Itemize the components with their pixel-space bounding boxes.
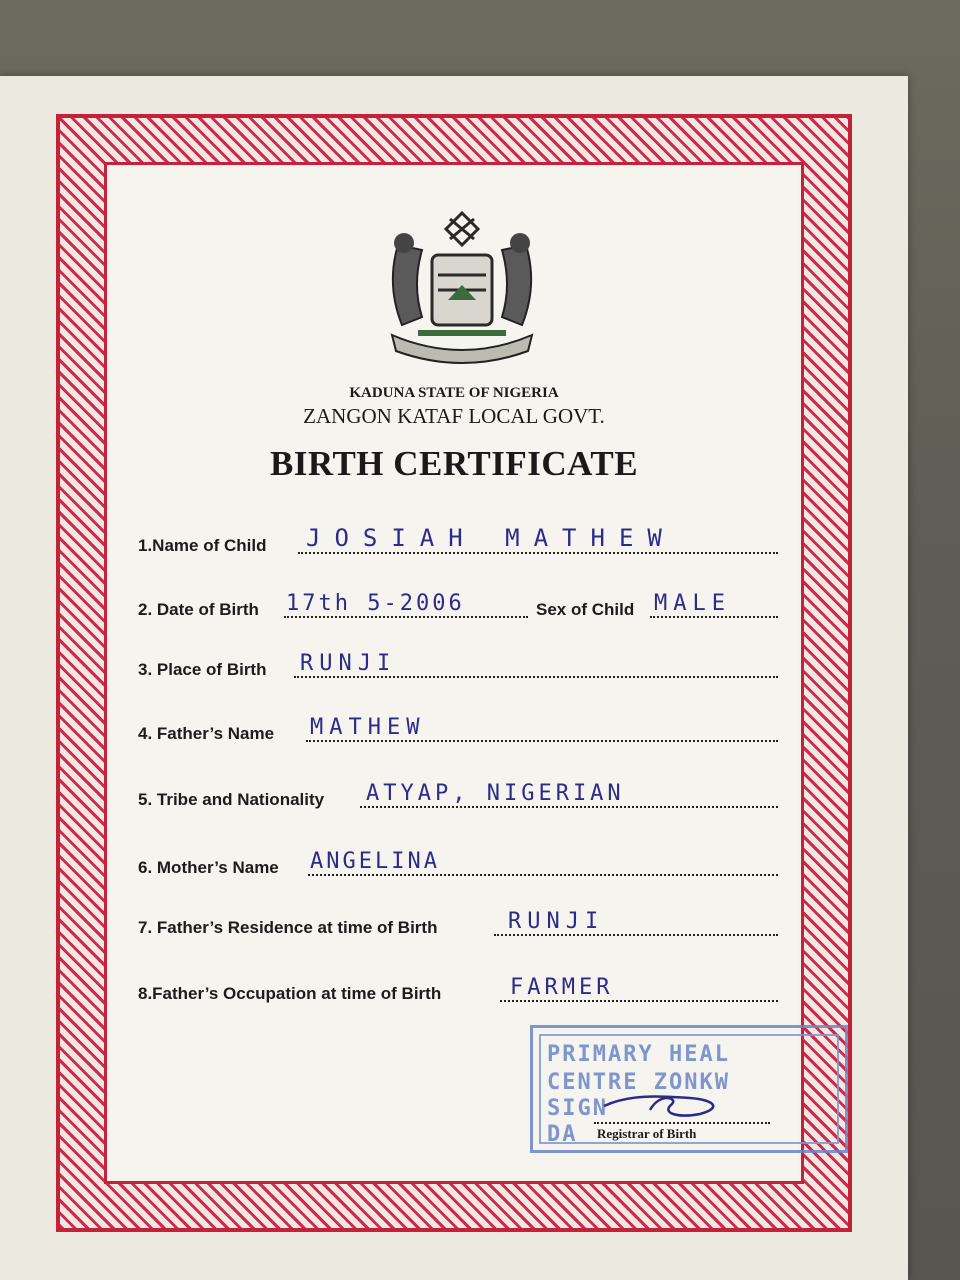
document-title: BIRTH CERTIFICATE [269,444,639,483]
stamp-line-4: DA [547,1122,578,1147]
dotted-line [650,616,778,618]
label-fathers-residence: 7. Father’s Residence at time of Birth [138,918,438,937]
value-place-of-birth: RUNJI [300,651,397,676]
label-fathers-occupation: 8.Father’s Occupation at time of Birth [138,984,442,1003]
value-name-of-child: JOSIAH MATHEW [306,524,676,552]
state-name: KADUNA STATE OF NIGERIA [349,385,559,401]
signature-scribble [600,1084,730,1124]
lga-name: ZANGON KATAF LOCAL GOVT. [303,404,605,428]
dotted-line [306,740,778,742]
field-date-of-birth [138,592,778,622]
field-place-of-birth [138,652,778,682]
value-date-of-birth: 17th 5-2006 [286,591,465,616]
dotted-line [494,934,778,936]
field-fathers-name [138,716,778,746]
stamp-line-3: SIGN [547,1096,608,1121]
label-date-of-birth: 2. Date of Birth [138,600,259,619]
field-fathers-occupation [138,976,778,1006]
value-fathers-occupation: FARMER [510,975,614,1000]
label-mothers-name: 6. Mother’s Name [138,858,279,877]
dotted-line [284,616,528,618]
label-tribe-nationality: 5. Tribe and Nationality [138,790,325,809]
stamp-line-2: CENTRE ZONKW [547,1070,730,1095]
value-sex-of-child: MALE [654,591,731,616]
field-mothers-name [138,850,778,880]
label-sex-of-child: Sex of Child [536,600,635,619]
dotted-line [360,806,778,808]
value-fathers-residence: RUNJI [508,909,605,934]
dotted-line [308,874,778,876]
registrar-label: Registrar of Birth [597,1126,697,1141]
coat-of-arms-emblem [378,205,546,365]
field-fathers-residence [138,910,778,940]
dotted-line [500,1000,778,1002]
value-tribe-nationality: ATYAP, NIGERIAN [366,781,625,806]
label-name-of-child: 1.Name of Child [138,536,267,555]
label-fathers-name: 4. Father’s Name [138,724,275,743]
field-tribe-nationality [138,782,778,812]
stamp-line-1: PRIMARY HEAL [547,1042,730,1067]
dotted-line [294,676,778,678]
value-fathers-name: MATHEW [310,715,426,740]
signature-line [594,1122,770,1124]
field-name-of-child [138,524,778,558]
dotted-line [298,552,778,554]
value-mothers-name: ANGELINA [310,849,440,874]
label-place-of-birth: 3. Place of Birth [138,660,267,679]
